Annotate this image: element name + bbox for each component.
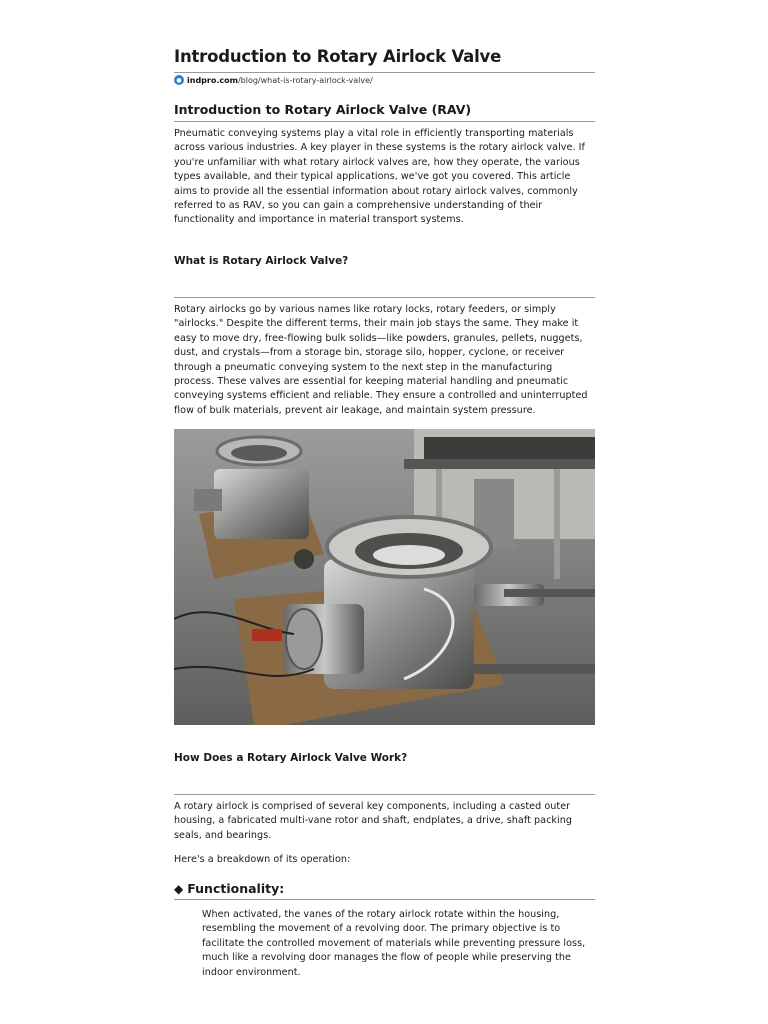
- divider: [174, 297, 595, 298]
- functionality-paragraph-block: [202, 908, 595, 980]
- what-paragraph-block: [174, 303, 595, 418]
- source-path: /blog/what-is-rotary-airlock-valve/: [237, 75, 373, 85]
- section-heading-how: [174, 752, 595, 764]
- site-favicon-icon: ●: [174, 75, 184, 85]
- how-paragraph-block: [174, 800, 595, 843]
- how-heading: How Does a Rotary Airlock Valve Work?: [174, 752, 408, 764]
- diamond-bullet-icon: ◆: [174, 881, 184, 896]
- how-paragraph-1: A rotary airlock is comprised of several key components, including a casted outer housing, a fabricated multi-vane rotor and shaft, endplates, a drive, shaft packing seals, and bearings.: [174, 801, 573, 841]
- functionality-paragraph: When activated, the vanes of the rotary airlock rotate within the housing, resembling the movement of a revolving door. The primary objective is to facilitate the controlled movement of materials while preventing pressure loss, much like a revolving door manages the flow of people while preserving the indoor environment.: [202, 909, 586, 978]
- functionality-heading-block: [174, 881, 595, 900]
- source-domain: indpro.com: [187, 75, 238, 85]
- section-heading-what: [174, 255, 595, 267]
- what-heading: What is Rotary Airlock Valve?: [174, 255, 349, 267]
- functionality-heading: Functionality:: [187, 881, 285, 896]
- rotary-airlock-illustration: [174, 429, 595, 725]
- rotary-airlock-photo: [174, 429, 595, 725]
- divider: [174, 794, 595, 795]
- section-heading-intro: [174, 102, 595, 122]
- source-link[interactable]: [174, 72, 595, 85]
- intro-paragraph: Pneumatic conveying systems play a vital role in efficiently transporting materials across various industries. A key player in these systems is the rotary airlock valve. If you're unfamiliar with what rotary airlock valves are, how they operate, the various types available, and their typical applications, we've got you covered. This article aims to provide all the essential information about rotary airlock valves, commonly referred to as RAV, so you can gain a comprehensive understanding of their functionality and importance in material transport systems.: [174, 128, 585, 226]
- intro-paragraph-block: [174, 127, 595, 228]
- intro-heading: Introduction to Rotary Airlock Valve (RAV): [174, 102, 472, 117]
- what-paragraph: Rotary airlocks go by various names like rotary locks, rotary feeders, or simply "airlocks." Despite the different terms, their main job stays the same. They make it easy to move dry, free-flowing bulk solids—like powders, granules, pellets, nuggets, dust, and crystals—from a storage bin, storage silo, hopper, cyclone, or receiver through a pneumatic conveying system to the next step in the manufacturing process. These valves are essential for keeping material handling and pneumatic conveying systems efficient and reliable. They ensure a controlled and uninterrupted flow of bulk materials, prevent air leakage, and maintain system pressure.: [174, 304, 588, 416]
- how-paragraph-block-2: [174, 853, 595, 867]
- how-paragraph-2: Here's a breakdown of its operation:: [174, 854, 351, 865]
- page-title: Introduction to Rotary Airlock Valve: [174, 47, 502, 66]
